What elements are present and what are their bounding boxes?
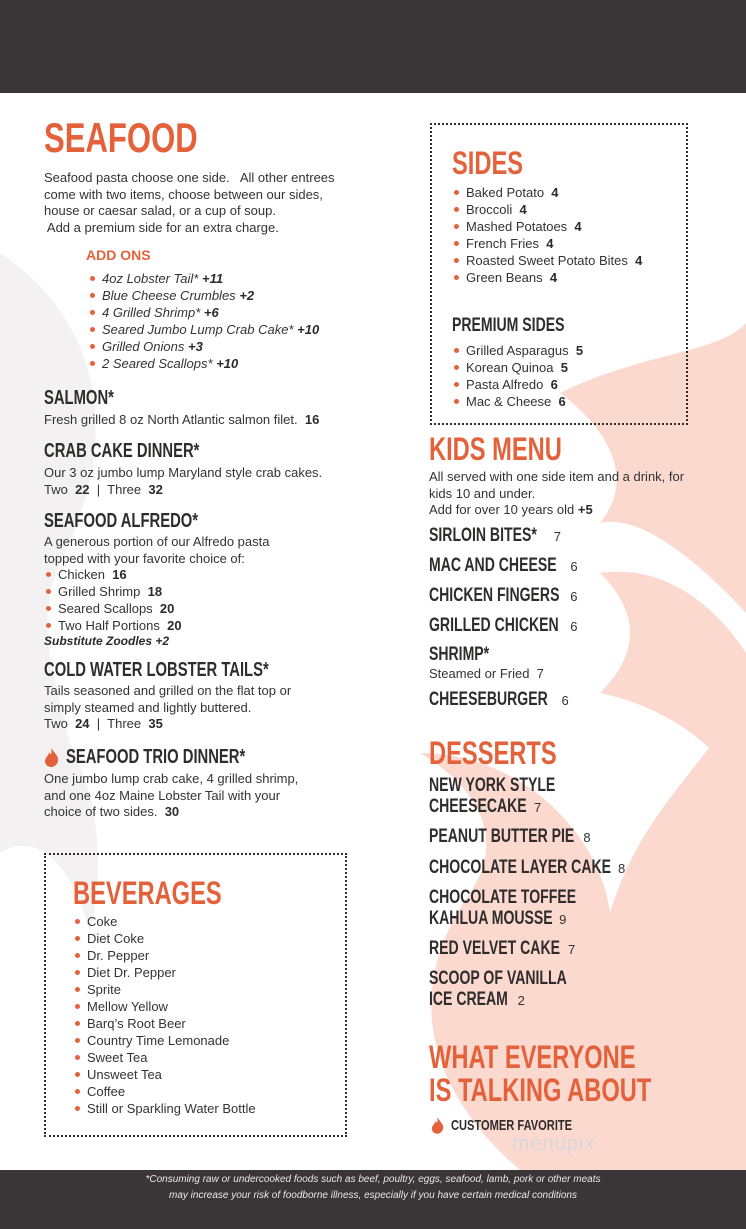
list-item: Sprite [73,981,256,998]
seafood-title: SEAFOOD [44,114,198,161]
seafood-trio-title: SEAFOOD TRIO DINNER* [66,746,246,768]
menu-page [0,93,746,1170]
list-item: Barq’s Root Beer [73,1015,256,1032]
intro-line: house or caesar salad, or a cup of soup. [44,203,276,219]
list-item: Grilled Asparagus 5 [452,342,583,359]
list-item: Grilled Shrimp 18 [44,583,182,600]
seafood-trio-header [44,745,309,769]
list-item: 4 Grilled Shrimp* +6 [88,304,319,321]
list-item: Blue Cheese Crumbles +2 [88,287,319,304]
list-item: Unsweet Tea [73,1066,256,1083]
lobster-tails-desc: Tails seasoned and grilled on the flat top or simply steamed and lightly buttered. Two 24 | Three 35 [44,683,292,731]
list-item: Diet Dr. Pepper [73,964,256,981]
kids-item: CHICKEN FINGERS 6 [429,585,578,606]
seafood-trio-desc: One jumbo lump crab cake, 4 grilled shrimp, and one 4oz Maine Lobster Tail with your choice of two sides. 30 [44,771,299,819]
dessert-item: CHOCOLATE LAYER CAKE 8 [429,857,626,878]
intro-line: come with two items, choose between our sides, [44,186,323,202]
addons-list [88,270,319,372]
talking-about-heading: WHAT EVERYONE IS TALKING ABOUT [429,1039,652,1108]
menupix-watermark: menupix [512,1132,595,1155]
substitute-note: Substitute Zoodles +2 [44,634,170,648]
kids-menu-title: KIDS MENU [429,431,562,467]
list-item: Diet Coke [73,930,256,947]
sides-list [452,184,642,286]
list-item: Mashed Potatoes 4 [452,218,642,235]
list-item: Green Beans 4 [452,269,642,286]
seafood-intro [44,170,335,236]
dessert-item: PEANUT BUTTER PIE 8 [429,826,591,847]
list-item: 4oz Lobster Tail* +11 [88,270,319,287]
kids-item: CHEESEBURGER 6 [429,689,569,710]
kids-item: SHRIMP* [429,644,490,665]
customer-favorite-label: CUSTOMER FAVORITE [451,1117,573,1135]
dessert-item: CHOCOLATE TOFFEE KAHLUA MOUSSE 9 [429,887,577,929]
seafood-alfredo-title: SEAFOOD ALFREDO* [44,510,199,532]
list-item: 2 Seared Scallops* +10 [88,355,319,372]
seafood-alfredo-desc: A generous portion of our Alfredo pasta topped with your favorite choice of: [44,534,270,566]
list-item: Sweet Tea [73,1049,256,1066]
shrimp-option: Steamed or Fried 7 [429,666,544,681]
list-item: Grilled Onions +3 [88,338,319,355]
list-item: French Fries 4 [452,235,642,252]
flame-icon [431,1117,444,1134]
list-item: Dr. Pepper [73,947,256,964]
list-item: Two Half Portions 20 [44,617,182,634]
dessert-item: RED VELVET CAKE 7 [429,938,576,959]
desserts-title: DESSERTS [429,735,557,771]
sides-title: SIDES [452,145,524,181]
list-item: Chicken 16 [44,566,182,583]
alfredo-options [44,566,182,634]
top-banner [0,0,746,93]
dessert-item: NEW YORK STYLE CHEESECAKE 7 [429,775,556,817]
lobster-tails-title: COLD WATER LOBSTER TAILS* [44,659,269,681]
list-item: Broccoli 4 [452,201,642,218]
intro-line: Seafood pasta choose one side. All other entrees [44,170,335,185]
salmon-title: SALMON* [44,387,114,409]
crab-cake-desc: Our 3 oz jumbo lump Maryland style crab cakes. Two 22 | Three 32 [44,465,323,497]
flame-icon [44,748,59,767]
list-item: Seared Scallops 20 [44,600,182,617]
crab-cake-title: CRAB CAKE DINNER* [44,440,200,462]
list-item: Korean Quinoa 5 [452,359,583,376]
beverages-list [73,913,256,1117]
list-item: Still or Sparkling Water Bottle [73,1100,256,1117]
intro-line: Add a premium side for an extra charge. [44,219,279,235]
premium-sides-title: PREMIUM SIDES [452,315,565,336]
list-item: Country Time Lemonade [73,1032,256,1049]
health-disclaimer: *Consuming raw or undercooked foods such as beef, poultry, eggs, seafood, lamb, pork or other meats may increase your risk of foodborne illness, especially if you have certain medical conditions [145,1174,601,1201]
list-item: Pasta Alfredo 6 [452,376,583,393]
list-item: Roasted Sweet Potato Bites 4 [452,252,642,269]
list-item: Seared Jumbo Lump Crab Cake* +10 [88,321,319,338]
list-item: Baked Potato 4 [452,184,642,201]
list-item: Coke [73,913,256,930]
salmon-desc: Fresh grilled 8 oz North Atlantic salmon filet. 16 [44,412,320,427]
list-item: Mac & Cheese 6 [452,393,583,410]
kids-item: SIRLOIN BITES* 7 [429,525,561,546]
beverages-title: BEVERAGES [73,875,222,911]
kids-item: MAC AND CHEESE 6 [429,555,578,576]
list-item: Coffee [73,1083,256,1100]
addons-title: ADD ONS [86,247,151,263]
premium-sides-list [452,342,583,410]
kids-item: GRILLED CHICKEN 6 [429,615,578,636]
dessert-item: SCOOP OF VANILLA ICE CREAM 2 [429,968,567,1010]
kids-menu-desc: All served with one side item and a drink, for kids 10 and under. Add for over 10 years old +5 [429,469,685,517]
list-item: Mellow Yellow [73,998,256,1015]
